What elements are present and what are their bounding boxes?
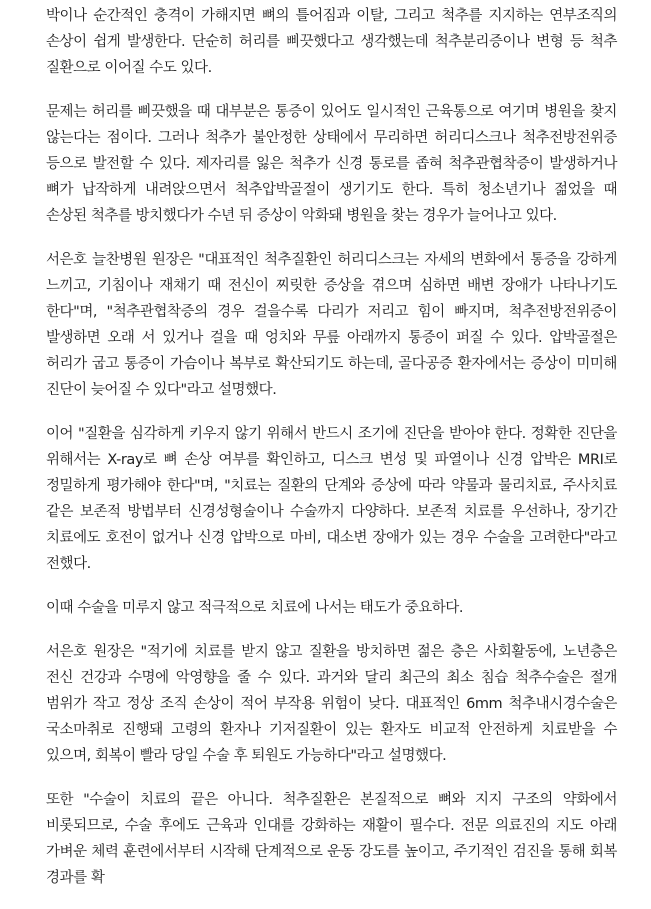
paragraph-7: 또한 "수술이 치료의 끝은 아니다. 척추질환은 본질적으로 뼈와 지지 구조의 약화에서 비롯되므로, 수술 후에도 근육과 인대를 강화하는 재활이 필수다. 전문 의료진의 지도 아래 가벼운 체력 훈련에서부터 시작해 단계적으로 운동 강도를 높이고, 주기적인 검진을 통해 회복 경과를 확 <box>46 792 617 886</box>
paragraph-3: 서은호 늘찬병원 원장은 "대표적인 척추질환인 허리디스크는 자세의 변화에서 통증을 강하게 느끼고, 기침이나 재채기 때 전신이 찌릿한 증상을 겪으며 심하면 배변 장애가 나타나기도 한다"며, "척추관협착증의 경우 걸을수록 다리가 저리고 힘이 빠지며, 척추전방전위증이 발생하면 오래 서 있거나 걸을 때 엉치와 무릎 아래까지 통증이 퍼질 수 있다. 압박골절은 허리가 굽고 통증이 가슴이나 복부로 확산되기도 하는데, 골다공증 환자에서는 증상이 미미해 진단이 늦어질 수 있다"라고 설명했다. <box>46 252 617 398</box>
paragraph-5: 이때 수술을 미루지 않고 적극적으로 치료에 나서는 태도가 중요하다. <box>46 600 464 616</box>
paragraph-4: 이어 "질환을 심각하게 키우지 않기 위해서 반드시 조기에 진단을 받아야 한다. 정확한 진단을 위해서는 X-ray로 뼈 손상 여부를 확인하고, 디스크 변성 및 파열이나 신경 압박은 MRI로 정밀하게 평가해야 한다"며, "치료는 질환의 단계와 증상에 따라 약물과 물리치료, 주사치료 같은 보존적 방법부터 신경성형술이나 수술까지 다양하다. 보존적 치료를 우선하나, 장기간 치료에도 호전이 없거나 신경 압박으로 마비, 대소변 장애가 있는 경우 수술을 고려한다"라고 전했다. <box>46 426 617 572</box>
paragraph-1: 박이나 순간적인 충격이 가해지면 뼈의 틀어짐과 이탈, 그리고 척추를 지지하는 연부조직의 손상이 쉽게 발생한다. 단순히 허리를 삐끗했다고 생각했는데 척추분리증이나 변형 등 척추 질환으로 이어질 수도 있다. <box>46 8 617 76</box>
paragraph-2: 문제는 허리를 삐끗했을 때 대부분은 통증이 있어도 일시적인 근육통으로 여기며 병원을 찾지 않는다는 점이다. 그러나 척추가 불안정한 상태에서 무리하면 허리디스크나 척추전방전위증 등으로 발전할 수 있다. 제자리를 잃은 척추가 신경 통로를 좁혀 척추관협착증이 발생하거나 뼈가 납작하게 내려앉으면서 척추압박골절이 생기기도 한다. 특히 청소년기나 젊었을 때 손상된 척추를 방치했다가 수년 뒤 증상이 악화돼 병원을 찾는 경우가 늘어나고 있다. <box>46 104 617 224</box>
paragraph-6: 서은호 원장은 "적기에 치료를 받지 않고 질환을 방치하면 젊은 층은 사회활동에, 노년층은 전신 건강과 수명에 악영향을 줄 수 있다. 과거와 달리 최근의 최소 침습 척추수술은 절개 범위가 작고 정상 조직 손상이 적어 부작용 위험이 낮다. 대표적인 6mm 척추내시경수술은 국소마취로 진행돼 고령의 환자나 기저질환이 있는 환자도 비교적 안전하게 치료받을 수 있으며, 회복이 빨라 당일 수술 후 퇴원도 가능하다"라고 설명했다. <box>46 644 617 764</box>
